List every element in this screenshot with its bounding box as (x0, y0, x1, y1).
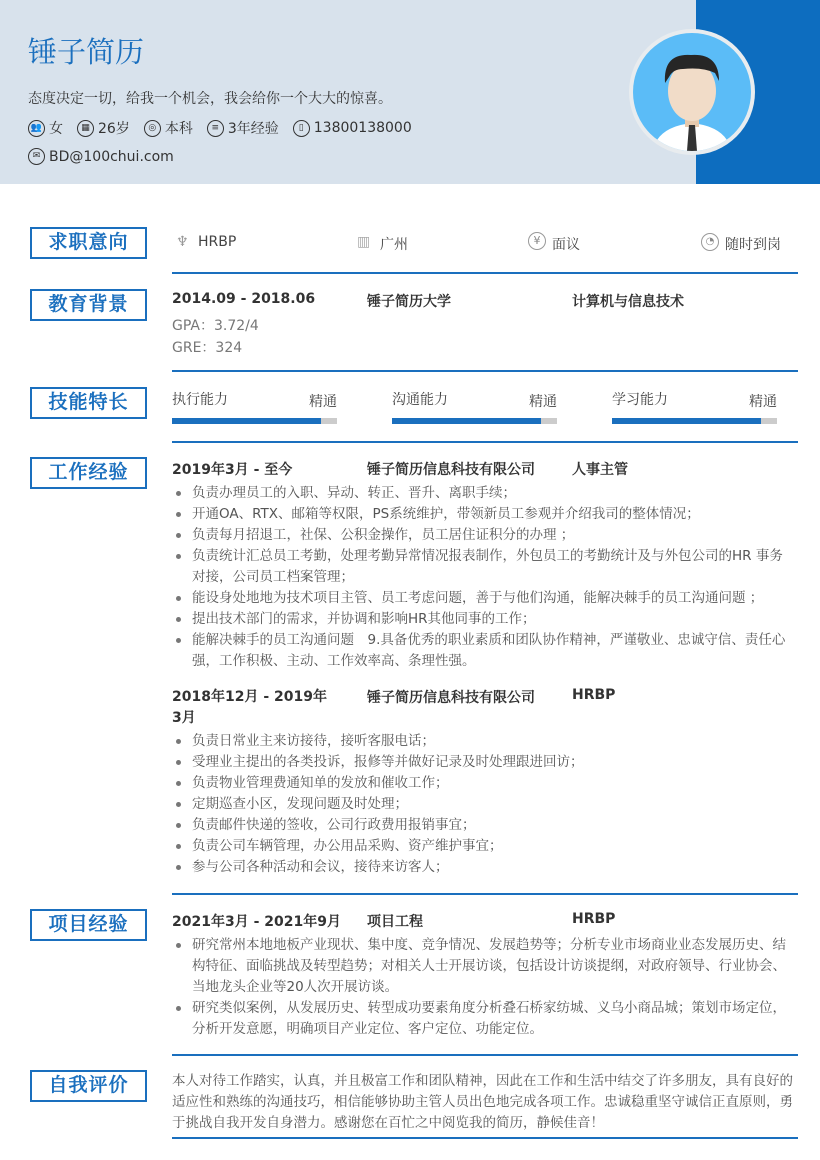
job-company: 锤子简历信息科技有限公司 (367, 690, 535, 706)
list-item: 负责办理员工的入职、异动、转正、晋升、离职手续； (172, 483, 792, 504)
clock-icon: ◔ (701, 233, 719, 251)
phone: 13800138000 (313, 120, 412, 136)
section-title-intent: 求职意向 (30, 227, 147, 259)
experience: 3年经验 (227, 121, 279, 137)
skill-name: 学习能力 (612, 392, 668, 408)
job-duties (172, 731, 792, 878)
section-title-work: 工作经验 (30, 457, 147, 489)
job-company: 锤子简历信息科技有限公司 (367, 462, 535, 478)
project-duties (172, 935, 792, 1040)
job-role: HRBP (572, 687, 616, 703)
skill-bar (172, 418, 337, 424)
divider (172, 1054, 798, 1056)
degree-icon: ◎ (144, 120, 161, 137)
skill-bar-fill (612, 418, 761, 424)
project-name: 项目工程 (367, 914, 423, 930)
skill-name: 执行能力 (172, 392, 228, 408)
intent-city: 广州 (380, 237, 408, 253)
list-item: 提出技术部门的需求，并协调和影响HR其他同事的工作； (172, 609, 792, 630)
list-item: 负责每月招退工，社保、公积金操作，员工居住证积分的办理 ； (172, 525, 792, 546)
list-item: 负责统计汇总员工考勤，处理考勤异常情况报表制作，外包员工的考勤统计及与外包公司的HR 事务对接，公司员工档案管理； (172, 546, 792, 588)
list-item: 受理业主提出的各类投诉，报修等并做好记录及时处理跟进回访； (172, 752, 792, 773)
project-role: HRBP (572, 911, 616, 927)
section-title-self: 自我评价 (30, 1070, 147, 1102)
motto: 态度决定一切，给我一个机会，我会给你一个大大的惊喜。 (28, 91, 392, 107)
calendar-icon: ▦ (77, 120, 94, 137)
list-item: 定期巡查小区，发现问题及时处理； (172, 794, 792, 815)
degree: 本科 (164, 121, 193, 137)
section-title-skills: 技能特长 (30, 387, 147, 419)
intent-position: HRBP (198, 234, 237, 250)
skill-level: 精通 (749, 394, 777, 410)
section-title-project: 项目经验 (30, 909, 147, 941)
basic-info (28, 118, 412, 138)
yen-icon: ¥ (528, 232, 546, 250)
job-period: 2019年3月 - 至今 (172, 462, 293, 478)
skill-bar-fill (172, 418, 321, 424)
list-item: 开通OA、RTX、邮箱等权限，PS系统维护，带领新员工参观并介绍我司的整体情况； (172, 504, 792, 525)
skill-bar-fill (392, 418, 541, 424)
section-title-education: 教育背景 (30, 289, 147, 321)
intent-arrival: 随时到岗 (725, 237, 781, 253)
resume-name: 锤子简历 (28, 35, 145, 69)
intent-salary: 面议 (552, 237, 580, 253)
edu-gpa: GPA：3.72/4 (172, 318, 259, 334)
building-icon: ▥ (357, 234, 371, 250)
skill-level: 精通 (309, 394, 337, 410)
divider (172, 893, 798, 895)
job-role: 人事主管 (572, 462, 628, 478)
job-period: 2018年12月 - 2019年3月 (172, 689, 327, 726)
list-item: 能解决棘手的员工沟通问题 9.具备优秀的职业素质和团队协作精神，严谨敬业、忠诚守信、责任心强，工作积极、主动、工作效率高、条理性强。 (172, 630, 792, 672)
list-item: 负责日常业主来访接待，接听客服电话； (172, 731, 792, 752)
project-period: 2021年3月 - 2021年9月 (172, 914, 341, 930)
mail-icon: ✉ (28, 148, 45, 165)
skill-bar (392, 418, 557, 424)
divider (172, 370, 798, 372)
list-item: 研究常州本地地板产业现状、集中度、竞争情况、发展趋势等；分析专业市场商业业态发展历史、结构特征、面临挑战及转型趋势；对相关人士开展访谈，包括设计访谈提纲，对政府领导、行业协会、当地龙头企业等20人次开展访谈。 (172, 935, 792, 998)
skill-level: 精通 (529, 394, 557, 410)
gender-icon: 👥 (28, 120, 45, 137)
edu-period: 2014.09 - 2018.06 (172, 291, 316, 307)
edu-gre: GRE：324 (172, 340, 243, 356)
phone-icon: ▯ (293, 120, 310, 137)
list-item: 负责物业管理费通知单的发放和催收工作； (172, 773, 792, 794)
list-item: 能设身处地地为技术项目主管、员工考虑问题，善于与他们沟通，能解决棘手的员工沟通问题 ； (172, 588, 792, 609)
edu-school: 锤子简历大学 (367, 294, 451, 310)
skill-bar (612, 418, 777, 424)
email: BD@100chui.com (49, 148, 174, 165)
gender: 女 (49, 121, 63, 137)
skill-name: 沟通能力 (392, 392, 448, 408)
edu-major: 计算机与信息技术 (572, 294, 684, 310)
list-item: 负责公司车辆管理，办公用品采购、资产维护事宜； (172, 836, 792, 857)
list-item: 研究类似案例，从发展历史、转型成功要素角度分析叠石桥家纺城、义乌小商品城；策划市场定位，分析开发意愿，明确项目产业定位、客户定位、功能定位。 (172, 998, 792, 1040)
age: 26岁 (98, 121, 130, 137)
self-evaluation: 本人对待工作踏实，认真，并且极富工作和团队精神，因此在工作和生活中结交了许多朋友，具有良好的适应性和熟练的沟通技巧，相信能够协助主管人员出色地完成各项工作。忠诚稳重坚守诚信正直原则，勇于挑战自我开发自身潜力。感谢您在百忙之中阅览我的简历，静候佳音！ (172, 1073, 793, 1131)
tie-icon: ♆ (176, 234, 189, 250)
list-item: 参与公司各种活动和会议，接待来访客人； (172, 857, 792, 878)
job-duties (172, 483, 792, 672)
avatar (629, 29, 755, 155)
contact-info (28, 148, 174, 165)
divider (172, 441, 798, 443)
list-item: 负责邮件快递的签收，公司行政费用报销事宜； (172, 815, 792, 836)
divider (172, 1137, 798, 1139)
divider (172, 272, 798, 274)
document-icon: ≡ (207, 120, 224, 137)
